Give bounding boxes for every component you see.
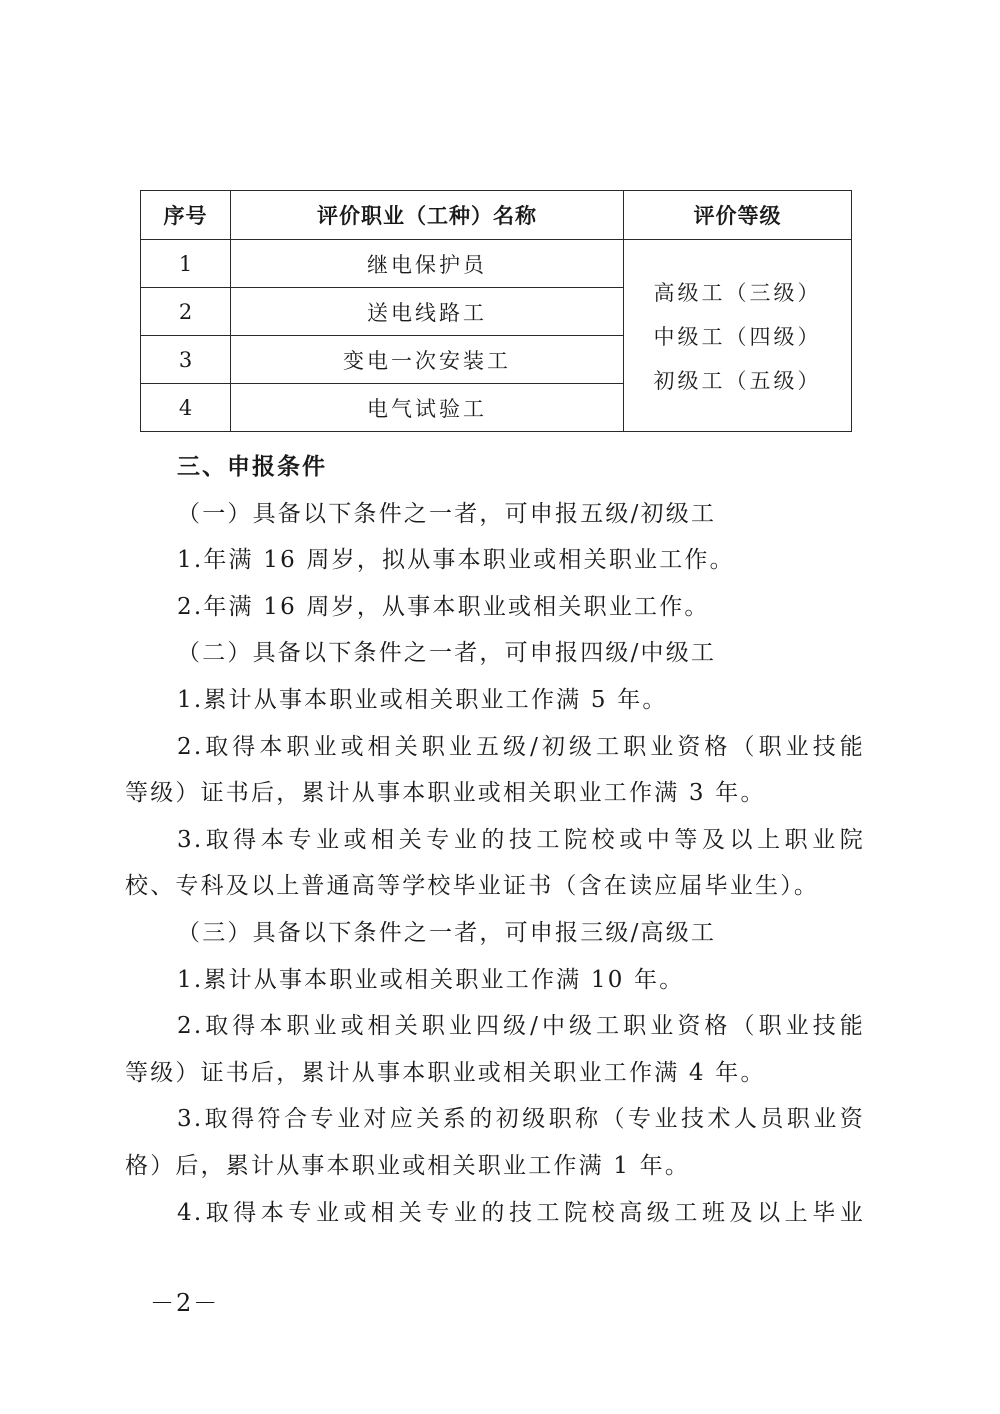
row-occupation-name: 继电保护员 (231, 240, 624, 288)
row-serial: 1 (141, 240, 231, 288)
table-header-row (141, 191, 852, 240)
level-intermediate: 中级工（四级） (653, 324, 822, 349)
row-occupation-name: 电气试验工 (231, 384, 624, 432)
subsection-heading-level4: （二）具备以下条件之一者，可申报四级/中级工 (177, 640, 717, 667)
paragraph: 3.取得符合专业对应关系的初级职称（专业技术人员职业资 (177, 1106, 865, 1133)
paragraph: 1.累计从事本职业或相关职业工作满 5 年。 (177, 686, 668, 713)
paragraph-continuation: 等级）证书后，累计从事本职业或相关职业工作满 4 年。 (125, 1059, 766, 1086)
header-occupation-name: 评价职业（工种）名称 (231, 191, 624, 240)
subsection-heading-level3: （三）具备以下条件之一者，可申报三级/高级工 (177, 919, 717, 946)
header-serial: 序号 (141, 191, 231, 240)
paragraph: 2.年满 16 周岁，从事本职业或相关职业工作。 (177, 593, 710, 620)
level-cell (624, 240, 852, 432)
paragraph-continuation: 格）后，累计从事本职业或相关职业工作满 1 年。 (125, 1152, 691, 1179)
paragraph: 1.累计从事本职业或相关职业工作满 10 年。 (177, 966, 685, 993)
paragraph-continuation: 等级）证书后，累计从事本职业或相关职业工作满 3 年。 (125, 780, 766, 807)
section-heading: 三、申报条件 (177, 454, 327, 480)
subsection-heading-level5: （一）具备以下条件之一者，可申报五级/初级工 (177, 500, 717, 527)
page-number: －2－ (150, 1289, 220, 1317)
header-level: 评价等级 (624, 191, 852, 240)
paragraph: 1.年满 16 周岁，拟从事本职业或相关职业工作。 (177, 547, 735, 574)
occupation-table (140, 190, 852, 432)
paragraph: 2.取得本职业或相关职业五级/初级工职业资格（职业技能 (177, 733, 865, 760)
paragraph: 3.取得本专业或相关专业的技工院校或中等及以上职业院 (177, 826, 865, 853)
row-occupation-name: 变电一次安装工 (231, 336, 624, 384)
application-conditions (125, 444, 865, 1236)
row-serial: 2 (141, 288, 231, 336)
table-row (141, 240, 852, 288)
paragraph: 4.取得本专业或相关专业的技工院校高级工班及以上毕业 (177, 1199, 865, 1226)
row-serial: 3 (141, 336, 231, 384)
row-occupation-name: 送电线路工 (231, 288, 624, 336)
paragraph-continuation: 校、专科及以上普通高等学校毕业证书（含在读应届毕业生）。 (125, 873, 820, 900)
level-junior: 初级工（五级） (653, 368, 822, 393)
paragraph: 2.取得本职业或相关职业四级/中级工职业资格（职业技能 (177, 1013, 865, 1040)
row-serial: 4 (141, 384, 231, 432)
level-senior: 高级工（三级） (653, 280, 822, 305)
